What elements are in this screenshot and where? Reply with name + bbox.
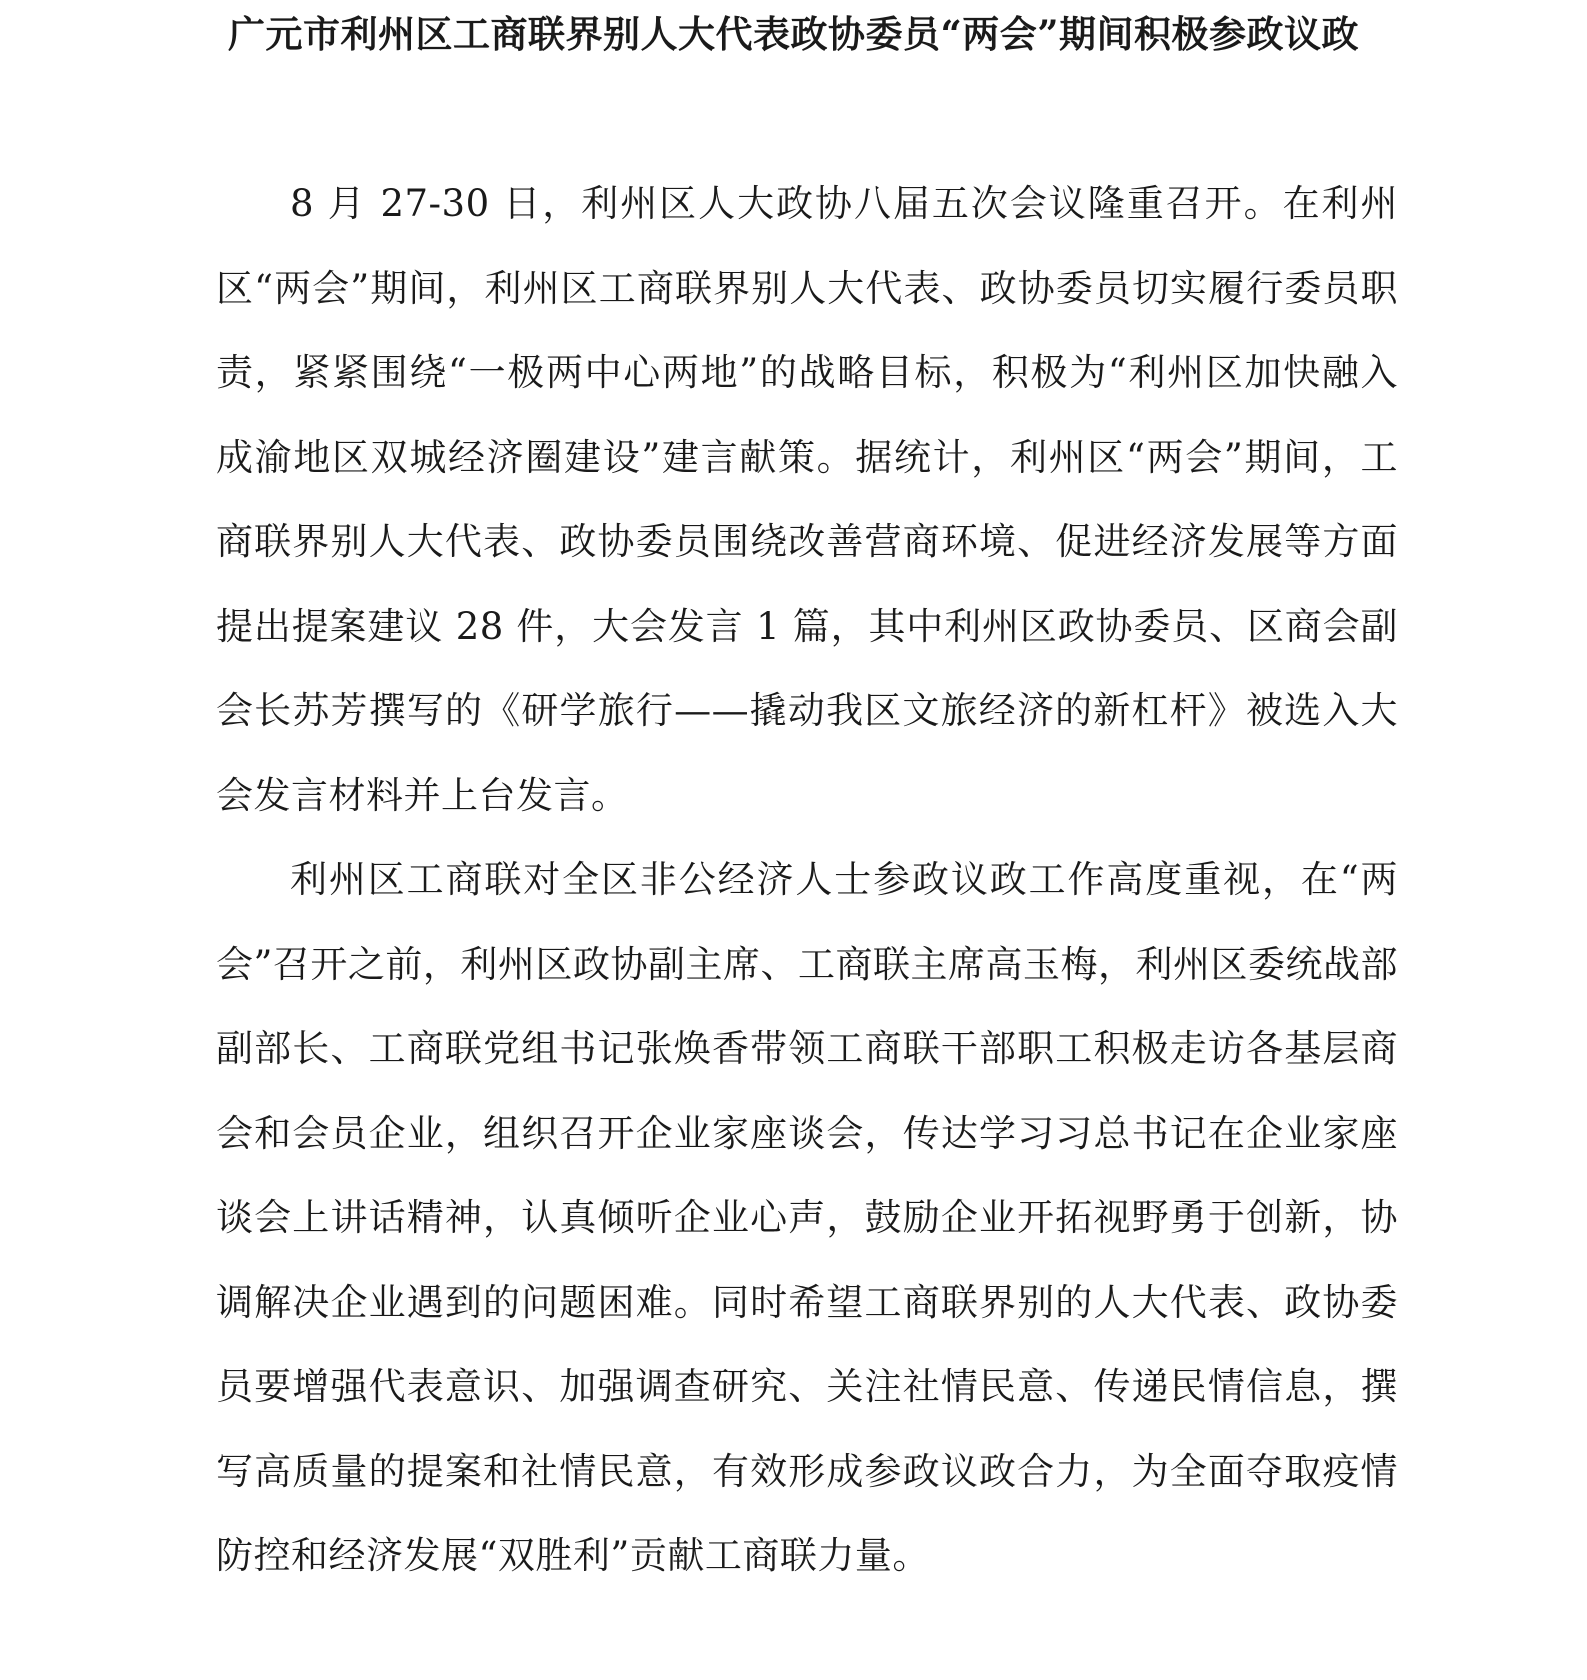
paragraph-1: 8 月 27-30 日，利州区人大政协八届五次会议隆重召开。在利州区“两会”期间，利州区工商联界别人大代表、政协委员切实履行委员职责，紧紧围绕“一极两中心两地”的战略目标，积极为“利州区加快融入成渝地区双城经济圈建设”建言献策。据统计，利州区“两会”期间，工商联界别人大代表、政协委员围绕改善营商环境、促进经济发展等方面提出提案建议 28 件，大会发言 1 篇，其中利州区政协委员、区商会副会长苏芳撰写的《研学旅行——撬动我区文旅经济的新杠杆》被选入大会发言材料并上台发言。 — [216, 182, 1398, 817]
document-title: 广元市利州区工商联界别人大代表政协委员“两会”期间积极参政议政 — [227, 12, 1360, 56]
document-body — [216, 162, 1398, 1599]
paragraph-2: 利州区工商联对全区非公经济人士参政议政工作高度重视，在“两会”召开之前，利州区政协副主席、工商联主席高玉梅，利州区委统战部副部长、工商联党组书记张焕香带领工商联干部职工积极走访各基层商会和会员企业，组织召开企业家座谈会，传达学习习总书记在企业家座谈会上讲话精神，认真倾听企业心声，鼓励企业开拓视野勇于创新，协调解决企业遇到的问题困难。同时希望工商联界别的人大代表、政协委员要增强代表意识、加强调查研究、关注社情民意、传递民情信息，撰写高质量的提案和社情民意，有效形成参政议政合力，为全面夺取疫情防控和经济发展“双胜利”贡献工商联力量。 — [216, 858, 1398, 1577]
